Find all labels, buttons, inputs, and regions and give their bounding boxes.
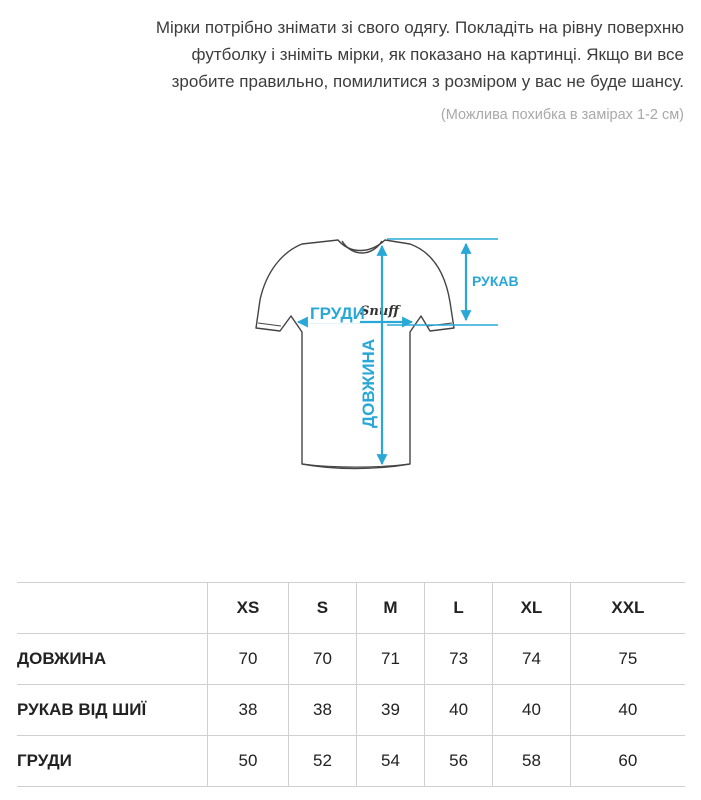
row-label: ДОВЖИНА <box>17 634 208 685</box>
table-row <box>17 634 685 685</box>
table-row <box>17 736 685 787</box>
table-cell: 39 <box>356 685 424 736</box>
length-label: ДОВЖИНА <box>359 338 378 428</box>
table-header-cell <box>17 583 208 634</box>
instructions-text <box>24 14 684 95</box>
row-label: ГРУДИ <box>17 736 208 787</box>
table-header-cell: M <box>356 583 424 634</box>
table-cell: 40 <box>493 685 571 736</box>
table-cell: 54 <box>356 736 424 787</box>
table-cell: 58 <box>493 736 571 787</box>
table-cell: 70 <box>288 634 356 685</box>
sleeve-label: РУКАВ <box>472 273 519 289</box>
table-cell: 40 <box>570 685 685 736</box>
table-cell: 50 <box>208 736 289 787</box>
table-cell: 38 <box>208 685 289 736</box>
chest-label: ГРУДИ <box>310 304 365 323</box>
table-cell: 56 <box>425 736 493 787</box>
measurement-note: (Можлива похибка в замірах 1-2 см) <box>440 107 684 123</box>
tshirt-measurement-diagram <box>240 232 540 487</box>
table-header-cell: XL <box>493 583 571 634</box>
table-cell: 40 <box>425 685 493 736</box>
table-row <box>17 685 685 736</box>
instructions-line: зробите правильно, помилитися з розміром у вас не буде шансу. <box>171 72 684 91</box>
table-cell: 75 <box>570 634 685 685</box>
table-header-cell: S <box>288 583 356 634</box>
brand-logo <box>360 304 401 319</box>
table-cell: 60 <box>570 736 685 787</box>
table-cell: 38 <box>288 685 356 736</box>
table-header-row <box>17 583 685 634</box>
table-header-cell: XS <box>208 583 289 634</box>
table-cell: 70 <box>208 634 289 685</box>
table-cell: 74 <box>493 634 571 685</box>
table-header-cell: XXL <box>570 583 685 634</box>
size-chart-table <box>17 582 685 787</box>
row-label: РУКАВ ВІД ШИЇ <box>17 685 208 736</box>
logo-text: Snuff <box>360 304 400 319</box>
instructions-line: Мірки потрібно знімати зі свого одягу. Покладіть на рівну поверхню <box>155 18 684 37</box>
table-cell: 71 <box>356 634 424 685</box>
table-header-cell: L <box>425 583 493 634</box>
table-cell: 52 <box>288 736 356 787</box>
tshirt-outline <box>256 240 454 469</box>
table-cell: 73 <box>425 634 493 685</box>
instructions-line: футболку і зніміть мірки, як показано на картинці. Якщо ви все <box>191 45 684 64</box>
